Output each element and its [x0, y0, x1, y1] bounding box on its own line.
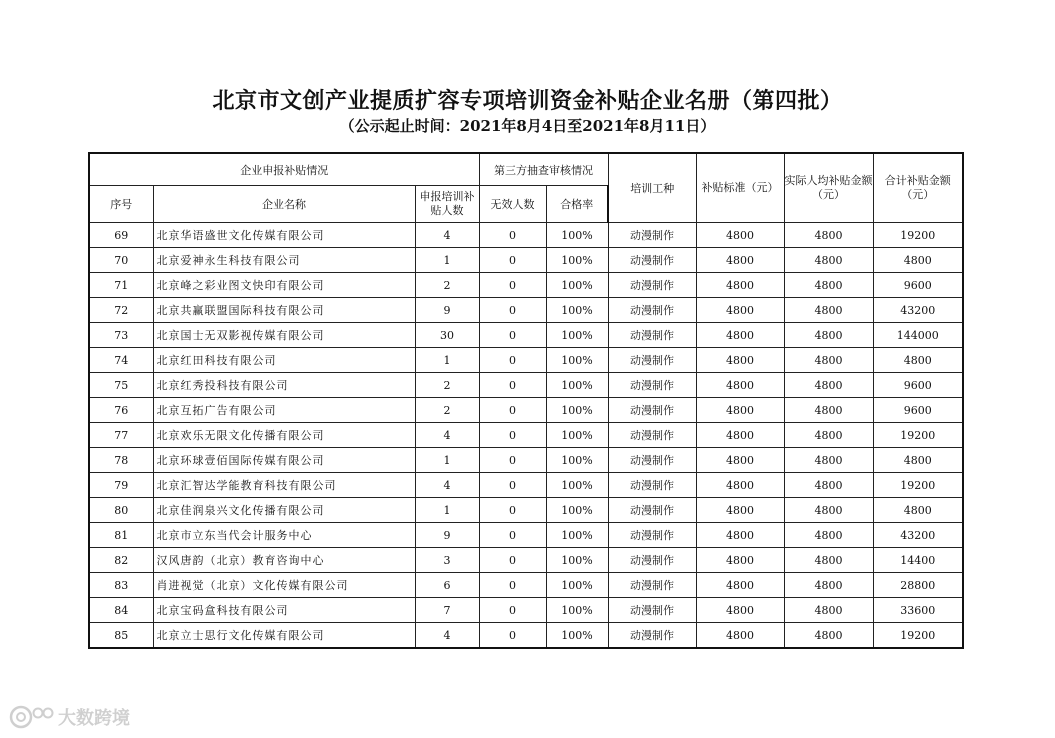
company-name-cell: 北京红秀投科技有限公司 — [153, 373, 415, 398]
company-name-cell: 北京国士无双影视传媒有限公司 — [153, 323, 415, 348]
seq-cell: 69 — [89, 223, 153, 248]
actual-per-capita-cell: 4800 — [784, 273, 873, 298]
table-row — [89, 273, 963, 298]
total-subsidy-cell: 9600 — [873, 273, 963, 298]
subsidy-standard-cell: 4800 — [696, 448, 784, 473]
header-actual-per-capita: 实际人均补贴金额（元） — [784, 153, 873, 223]
table-row — [89, 523, 963, 548]
seq-cell: 73 — [89, 323, 153, 348]
actual-per-capita-cell: 4800 — [784, 398, 873, 423]
table-row — [89, 298, 963, 323]
seq-cell: 76 — [89, 398, 153, 423]
pass-rate-cell: 100% — [546, 523, 608, 548]
total-subsidy-cell: 19200 — [873, 473, 963, 498]
subsidy-standard-cell: 4800 — [696, 548, 784, 573]
training-type-cell: 动漫制作 — [608, 398, 696, 423]
total-subsidy-cell: 28800 — [873, 573, 963, 598]
invalid-count-cell: 0 — [479, 273, 546, 298]
applied-count-cell: 30 — [415, 323, 479, 348]
total-subsidy-cell: 43200 — [873, 298, 963, 323]
actual-per-capita-cell: 4800 — [784, 498, 873, 523]
header-enterprise-group: 企业申报补贴情况 — [89, 153, 479, 186]
pass-rate-cell: 100% — [546, 323, 608, 348]
actual-per-capita-cell: 4800 — [784, 598, 873, 623]
table-row — [89, 223, 963, 248]
camera-logo-icon — [8, 704, 54, 730]
pass-rate-cell: 100% — [546, 473, 608, 498]
total-subsidy-cell: 33600 — [873, 598, 963, 623]
training-type-cell: 动漫制作 — [608, 248, 696, 273]
total-subsidy-cell: 4800 — [873, 248, 963, 273]
invalid-count-cell: 0 — [479, 548, 546, 573]
actual-per-capita-cell: 4800 — [784, 623, 873, 649]
header-training-type: 培训工种 — [608, 153, 696, 223]
total-subsidy-cell: 4800 — [873, 348, 963, 373]
invalid-count-cell: 0 — [479, 473, 546, 498]
invalid-count-cell: 0 — [479, 423, 546, 448]
training-type-cell: 动漫制作 — [608, 548, 696, 573]
total-subsidy-cell: 14400 — [873, 548, 963, 573]
training-type-cell: 动漫制作 — [608, 448, 696, 473]
total-subsidy-cell: 19200 — [873, 423, 963, 448]
invalid-count-cell: 0 — [479, 448, 546, 473]
document-subtitle: （公示起止时间：2021年8月4日至2021年8月11日） — [339, 117, 716, 135]
applied-count-cell: 4 — [415, 473, 479, 498]
seq-cell: 85 — [89, 623, 153, 649]
roster-body — [89, 223, 963, 649]
pass-rate-cell: 100% — [546, 398, 608, 423]
training-type-cell: 动漫制作 — [608, 348, 696, 373]
invalid-count-cell: 0 — [479, 348, 546, 373]
pass-rate-cell: 100% — [546, 298, 608, 323]
applied-count-cell: 9 — [415, 523, 479, 548]
pass-rate-cell: 100% — [546, 623, 608, 649]
pass-rate-cell: 100% — [546, 448, 608, 473]
company-name-cell: 北京峰之彩业图文快印有限公司 — [153, 273, 415, 298]
header-seq: 序号 — [89, 186, 153, 223]
training-type-cell: 动漫制作 — [608, 423, 696, 448]
company-name-cell: 北京市立东当代会计服务中心 — [153, 523, 415, 548]
invalid-count-cell: 0 — [479, 323, 546, 348]
header-subsidy-standard: 补贴标准（元） — [696, 153, 784, 223]
pass-rate-cell: 100% — [546, 573, 608, 598]
subsidy-standard-cell: 4800 — [696, 248, 784, 273]
company-name-cell: 北京宝码盒科技有限公司 — [153, 598, 415, 623]
subsidy-standard-cell: 4800 — [696, 348, 784, 373]
seq-cell: 82 — [89, 548, 153, 573]
invalid-count-cell: 0 — [479, 223, 546, 248]
actual-per-capita-cell: 4800 — [784, 298, 873, 323]
subsidy-roster-table — [88, 152, 964, 649]
applied-count-cell: 2 — [415, 373, 479, 398]
header-audit-group: 第三方抽查审核情况 — [479, 153, 608, 186]
seq-cell: 84 — [89, 598, 153, 623]
invalid-count-cell: 0 — [479, 523, 546, 548]
pass-rate-cell: 100% — [546, 348, 608, 373]
seq-cell: 77 — [89, 423, 153, 448]
seq-cell: 71 — [89, 273, 153, 298]
training-type-cell: 动漫制作 — [608, 323, 696, 348]
document-title: 北京市文创产业提质扩容专项培训资金补贴企业名册（第四批） — [212, 88, 843, 114]
total-subsidy-cell: 4800 — [873, 448, 963, 473]
actual-per-capita-cell: 4800 — [784, 323, 873, 348]
applied-count-cell: 9 — [415, 298, 479, 323]
applied-count-cell: 1 — [415, 348, 479, 373]
company-name-cell: 北京环球壹佰国际传媒有限公司 — [153, 448, 415, 473]
applied-count-cell: 4 — [415, 223, 479, 248]
actual-per-capita-cell: 4800 — [784, 348, 873, 373]
actual-per-capita-cell: 4800 — [784, 548, 873, 573]
company-name-cell: 肖进视觉（北京）文化传媒有限公司 — [153, 573, 415, 598]
seq-cell: 74 — [89, 348, 153, 373]
actual-per-capita-cell: 4800 — [784, 248, 873, 273]
table-row — [89, 473, 963, 498]
total-subsidy-cell: 19200 — [873, 623, 963, 649]
actual-per-capita-cell: 4800 — [784, 473, 873, 498]
table-row — [89, 448, 963, 473]
seq-cell: 79 — [89, 473, 153, 498]
seq-cell: 78 — [89, 448, 153, 473]
pass-rate-cell: 100% — [546, 248, 608, 273]
invalid-count-cell: 0 — [479, 623, 546, 649]
training-type-cell: 动漫制作 — [608, 623, 696, 649]
pass-rate-cell: 100% — [546, 273, 608, 298]
subsidy-standard-cell: 4800 — [696, 623, 784, 649]
pass-rate-cell: 100% — [546, 598, 608, 623]
header-total-subsidy: 合计补贴金额（元） — [873, 153, 963, 223]
subsidy-standard-cell: 4800 — [696, 598, 784, 623]
subsidy-standard-cell: 4800 — [696, 323, 784, 348]
total-subsidy-cell: 43200 — [873, 523, 963, 548]
table-row — [89, 398, 963, 423]
subsidy-standard-cell: 4800 — [696, 373, 784, 398]
actual-per-capita-cell: 4800 — [784, 523, 873, 548]
training-type-cell: 动漫制作 — [608, 498, 696, 523]
table-row — [89, 423, 963, 448]
company-name-cell: 北京互拓广告有限公司 — [153, 398, 415, 423]
table-row — [89, 548, 963, 573]
pass-rate-cell: 100% — [546, 223, 608, 248]
actual-per-capita-cell: 4800 — [784, 448, 873, 473]
invalid-count-cell: 0 — [479, 248, 546, 273]
applied-count-cell: 6 — [415, 573, 479, 598]
table-row — [89, 573, 963, 598]
applied-count-cell: 1 — [415, 448, 479, 473]
training-type-cell: 动漫制作 — [608, 373, 696, 398]
training-type-cell: 动漫制作 — [608, 573, 696, 598]
seq-cell: 75 — [89, 373, 153, 398]
applied-count-cell: 4 — [415, 423, 479, 448]
applied-count-cell: 1 — [415, 498, 479, 523]
pass-rate-cell: 100% — [546, 423, 608, 448]
table-row — [89, 498, 963, 523]
table-row — [89, 598, 963, 623]
pass-rate-cell: 100% — [546, 548, 608, 573]
actual-per-capita-cell: 4800 — [784, 573, 873, 598]
total-subsidy-cell: 4800 — [873, 498, 963, 523]
company-name-cell: 北京立士思行文化传媒有限公司 — [153, 623, 415, 649]
applied-count-cell: 3 — [415, 548, 479, 573]
applied-count-cell: 2 — [415, 273, 479, 298]
applied-count-cell: 1 — [415, 248, 479, 273]
subsidy-standard-cell: 4800 — [696, 423, 784, 448]
invalid-count-cell: 0 — [479, 498, 546, 523]
subsidy-standard-cell: 4800 — [696, 223, 784, 248]
subsidy-standard-cell: 4800 — [696, 273, 784, 298]
training-type-cell: 动漫制作 — [608, 298, 696, 323]
invalid-count-cell: 0 — [479, 573, 546, 598]
applied-count-cell: 7 — [415, 598, 479, 623]
pass-rate-cell: 100% — [546, 373, 608, 398]
training-type-cell: 动漫制作 — [608, 223, 696, 248]
subsidy-standard-cell: 4800 — [696, 298, 784, 323]
training-type-cell: 动漫制作 — [608, 473, 696, 498]
header-company: 企业名称 — [153, 186, 415, 223]
company-name-cell: 北京爱神永生科技有限公司 — [153, 248, 415, 273]
table-row — [89, 323, 963, 348]
applied-count-cell: 4 — [415, 623, 479, 649]
header-pass-rate: 合格率 — [546, 186, 608, 223]
subsidy-standard-cell: 4800 — [696, 573, 784, 598]
actual-per-capita-cell: 4800 — [784, 223, 873, 248]
training-type-cell: 动漫制作 — [608, 523, 696, 548]
subsidy-standard-cell: 4800 — [696, 473, 784, 498]
pass-rate-cell: 100% — [546, 498, 608, 523]
actual-per-capita-cell: 4800 — [784, 423, 873, 448]
subsidy-standard-cell: 4800 — [696, 498, 784, 523]
training-type-cell: 动漫制作 — [608, 598, 696, 623]
company-name-cell: 北京华语盛世文化传媒有限公司 — [153, 223, 415, 248]
header-invalid-count: 无效人数 — [479, 186, 546, 223]
invalid-count-cell: 0 — [479, 298, 546, 323]
applied-count-cell: 2 — [415, 398, 479, 423]
table-row — [89, 373, 963, 398]
company-name-cell: 北京欢乐无限文化传播有限公司 — [153, 423, 415, 448]
subsidy-standard-cell: 4800 — [696, 398, 784, 423]
header-applied-count: 申报培训补贴人数 — [415, 186, 479, 223]
company-name-cell: 北京汇智达学能教育科技有限公司 — [153, 473, 415, 498]
subsidy-standard-cell: 4800 — [696, 523, 784, 548]
actual-per-capita-cell: 4800 — [784, 373, 873, 398]
company-name-cell: 汉风唐韵（北京）教育咨询中心 — [153, 548, 415, 573]
company-name-cell: 北京共赢联盟国际科技有限公司 — [153, 298, 415, 323]
table-row — [89, 248, 963, 273]
total-subsidy-cell: 9600 — [873, 398, 963, 423]
seq-cell: 83 — [89, 573, 153, 598]
watermark-text: 大数跨境 — [58, 708, 130, 729]
company-name-cell: 北京红田科技有限公司 — [153, 348, 415, 373]
seq-cell: 81 — [89, 523, 153, 548]
total-subsidy-cell: 9600 — [873, 373, 963, 398]
total-subsidy-cell: 19200 — [873, 223, 963, 248]
invalid-count-cell: 0 — [479, 373, 546, 398]
invalid-count-cell: 0 — [479, 398, 546, 423]
seq-cell: 70 — [89, 248, 153, 273]
seq-cell: 80 — [89, 498, 153, 523]
table-row — [89, 348, 963, 373]
invalid-count-cell: 0 — [479, 598, 546, 623]
company-name-cell: 北京佳润泉兴文化传播有限公司 — [153, 498, 415, 523]
training-type-cell: 动漫制作 — [608, 273, 696, 298]
seq-cell: 72 — [89, 298, 153, 323]
watermark — [8, 704, 130, 730]
total-subsidy-cell: 144000 — [873, 323, 963, 348]
table-row — [89, 623, 963, 649]
